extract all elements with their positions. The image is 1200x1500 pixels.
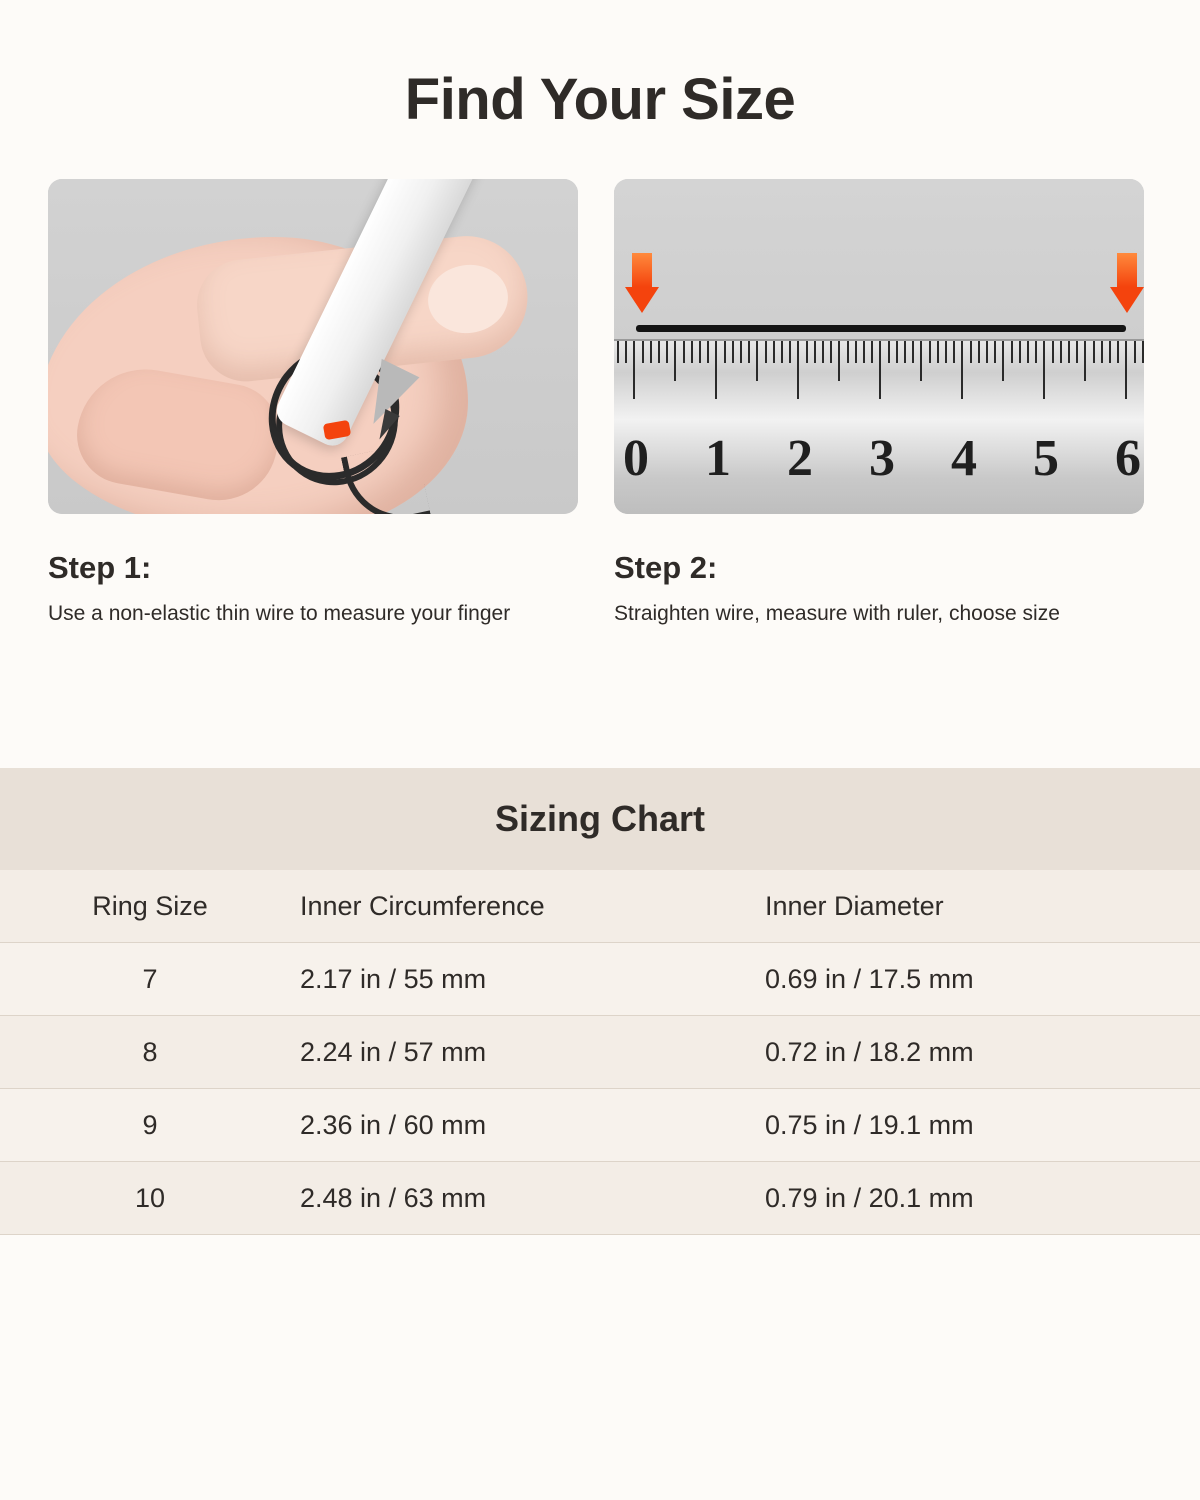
ruler-tick <box>970 341 972 363</box>
straightened-wire-shape <box>636 325 1126 332</box>
ruler-tick <box>978 341 980 363</box>
step-1-description: Use a non-elastic thin wire to measure your finger <box>48 602 511 625</box>
ruler-tick <box>642 341 644 363</box>
column-header-inner-diameter: Inner Diameter <box>765 870 1200 943</box>
cell-ring-size: 7 <box>0 943 300 1016</box>
sizing-table-head <box>0 870 1200 943</box>
ruler-tick <box>707 341 709 363</box>
ruler-tick <box>756 341 758 381</box>
sizing-table-body <box>0 943 1200 1235</box>
ruler-tick <box>1002 341 1004 381</box>
cell-inner-diameter: 0.72 in / 18.2 mm <box>765 1016 1200 1089</box>
ruler-tick <box>994 341 996 363</box>
hand-illustration <box>48 179 578 514</box>
ruler-tick <box>789 341 791 363</box>
ruler-tick <box>986 341 988 363</box>
arrow-down-right-icon <box>1110 253 1144 313</box>
ruler-tick <box>1125 341 1127 399</box>
table-header-row <box>0 870 1200 943</box>
ruler-tick <box>1101 341 1103 363</box>
ruler-tick <box>961 341 963 399</box>
ruler-tick <box>765 341 767 363</box>
ruler-tick <box>953 341 955 363</box>
ruler-tick <box>1142 341 1144 363</box>
ruler-tick <box>1076 341 1078 363</box>
cell-inner-circumference: 2.17 in / 55 mm <box>300 943 765 1016</box>
table-row <box>0 1162 1200 1235</box>
cell-inner-diameter: 0.75 in / 19.1 mm <box>765 1089 1200 1162</box>
ruler-tick <box>773 341 775 363</box>
cell-inner-diameter: 0.79 in / 20.1 mm <box>765 1162 1200 1235</box>
ruler-tick <box>1027 341 1029 363</box>
step-2-description: Straighten wire, measure with ruler, choose size <box>614 602 1060 625</box>
ruler-tick <box>847 341 849 363</box>
ruler-illustration <box>614 179 1144 514</box>
cell-inner-circumference: 2.36 in / 60 mm <box>300 1089 765 1162</box>
ruler-tick <box>740 341 742 363</box>
ruler-tick <box>929 341 931 363</box>
sizing-table <box>0 870 1200 1235</box>
ruler-tick <box>617 341 619 363</box>
ruler-tick <box>715 341 717 399</box>
step-1 <box>48 179 578 628</box>
ruler-tick <box>666 341 668 363</box>
ruler-tick <box>904 341 906 363</box>
sizing-chart-section <box>0 768 1200 1235</box>
column-header-ring-size: Ring Size <box>0 870 300 943</box>
ruler-tick <box>1011 341 1013 363</box>
ruler-measuring-wire-photo <box>614 179 1144 514</box>
cell-inner-diameter: 0.69 in / 17.5 mm <box>765 943 1200 1016</box>
ruler-tick <box>650 341 652 363</box>
ruler-tick <box>797 341 799 399</box>
ruler-number-label: 6 <box>1115 430 1141 487</box>
ruler-tick <box>912 341 914 363</box>
arrow-down-left-icon <box>625 253 659 313</box>
ruler-tick <box>1019 341 1021 363</box>
ruler-tick <box>691 341 693 363</box>
ruler-tick <box>633 341 635 399</box>
ruler-number-label: 5 <box>1033 430 1059 487</box>
cell-inner-circumference: 2.24 in / 57 mm <box>300 1016 765 1089</box>
ruler-tick <box>838 341 840 381</box>
step-2 <box>614 179 1144 628</box>
ruler-tick <box>699 341 701 363</box>
steps-section <box>0 133 1200 628</box>
ruler-tick <box>781 341 783 363</box>
ruler-number-label: 0 <box>623 430 649 487</box>
table-row <box>0 1016 1200 1089</box>
ruler-tick <box>871 341 873 363</box>
ruler-tick <box>830 341 832 363</box>
ruler-tick <box>806 341 808 363</box>
ruler-tick <box>1052 341 1054 363</box>
ruler-tick <box>1043 341 1045 399</box>
ruler-tick <box>920 341 922 381</box>
ruler-tick <box>863 341 865 363</box>
ruler-tick <box>855 341 857 363</box>
ruler-tick <box>937 341 939 363</box>
ruler-tick <box>674 341 676 381</box>
table-row <box>0 1089 1200 1162</box>
step-2-title: Step 2: <box>614 550 718 585</box>
ruler-tick <box>1093 341 1095 363</box>
cell-inner-circumference: 2.48 in / 63 mm <box>300 1162 765 1235</box>
ruler-shape <box>614 339 1144 514</box>
cell-ring-size: 8 <box>0 1016 300 1089</box>
ruler-tick <box>625 341 627 363</box>
ruler-tick <box>1084 341 1086 381</box>
ruler-tick <box>822 341 824 363</box>
ruler-tick <box>1060 341 1062 363</box>
ruler-tick <box>888 341 890 363</box>
ruler-tick <box>1134 341 1136 363</box>
column-header-inner-circumference: Inner Circumference <box>300 870 765 943</box>
ruler-tick <box>1068 341 1070 363</box>
ruler-tick <box>732 341 734 363</box>
cell-ring-size: 9 <box>0 1089 300 1162</box>
page-title: Find Your Size <box>404 67 796 132</box>
ruler-tick <box>748 341 750 363</box>
ruler-tick <box>1035 341 1037 363</box>
ruler-tick <box>1109 341 1111 363</box>
ruler-number-label: 4 <box>951 430 977 487</box>
ruler-tick <box>896 341 898 363</box>
ruler-number-label: 2 <box>787 430 813 487</box>
ruler-number-label: 3 <box>869 430 895 487</box>
cell-ring-size: 10 <box>0 1162 300 1235</box>
sizing-chart-header <box>0 768 1200 870</box>
sizing-chart-title: Sizing Chart <box>494 798 705 839</box>
ruler-number-label: 1 <box>705 430 731 487</box>
ruler-tick <box>945 341 947 363</box>
table-row <box>0 943 1200 1016</box>
ruler-tick <box>658 341 660 363</box>
step-1-title: Step 1: <box>48 550 152 585</box>
ruler-tick <box>1117 341 1119 363</box>
ruler-tick <box>683 341 685 363</box>
hand-with-wire-photo <box>48 179 578 514</box>
ruler-tick <box>879 341 881 399</box>
ruler-tick <box>724 341 726 363</box>
ruler-tick <box>814 341 816 363</box>
